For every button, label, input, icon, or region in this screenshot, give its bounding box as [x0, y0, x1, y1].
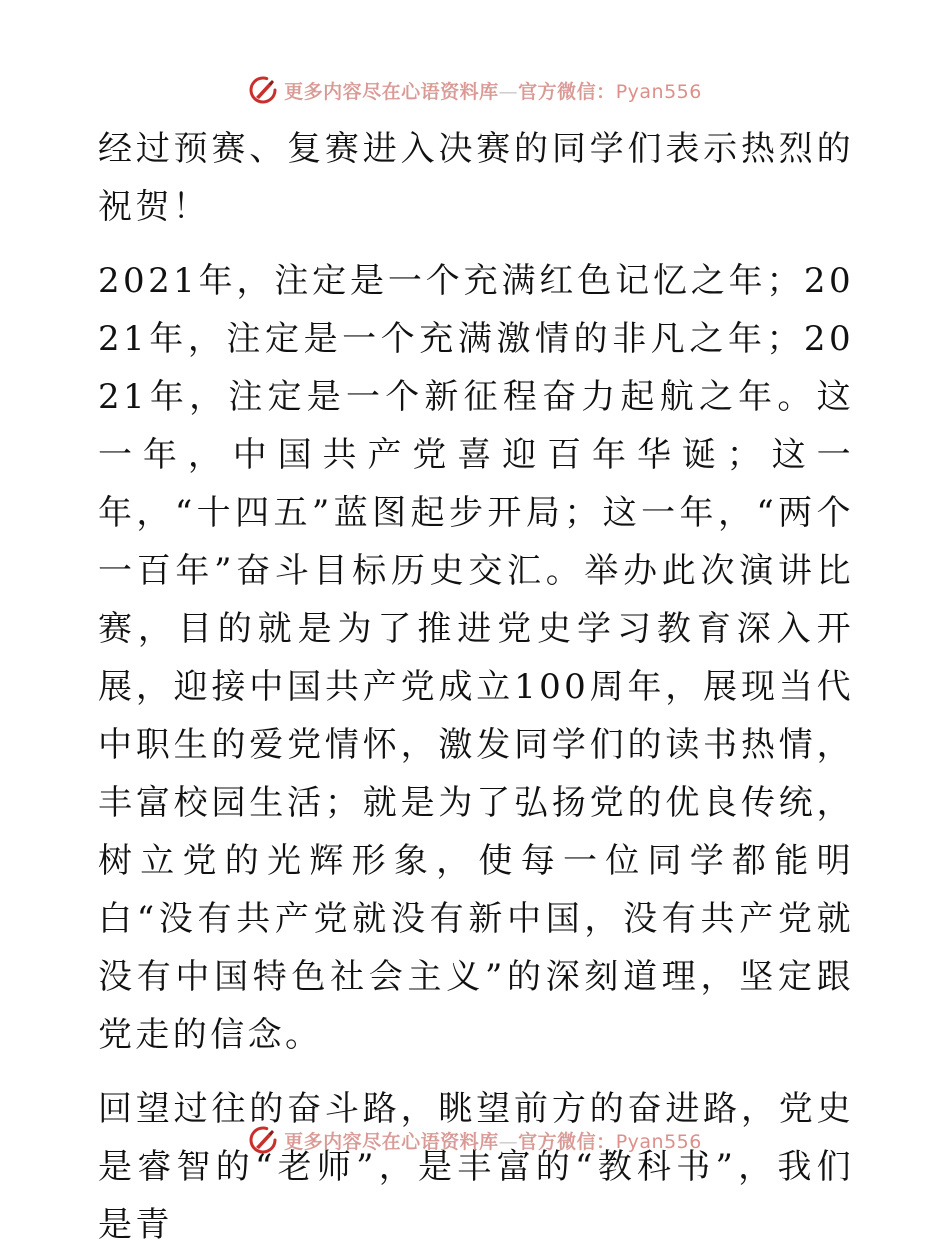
footer-watermark [0, 1120, 950, 1160]
watermark-text: 更多内容尽在心语资料库—官方微信：Pyan556 [284, 80, 702, 103]
brush-seal-icon [248, 1125, 278, 1155]
watermark-text: 更多内容尽在心语资料库—官方微信：Pyan556 [284, 1130, 702, 1153]
paragraph-3: 回望过往的奋斗路，眺望前方的奋进路，党史是睿智的“老师”，是丰富的“教科书”，我们是青 [98, 1089, 854, 1245]
paragraph-1: 经过预赛、复赛进入决赛的同学们表示热烈的祝贺！ [98, 129, 854, 227]
brush-seal-icon [248, 75, 278, 105]
paragraph-2: 2021年，注定是一个充满红色记忆之年；2021年，注定是一个充满激情的非凡之年；2021年，注定是一个新征程奋力起航之年。这一年，中国共产党喜迎百年华诞；这一年，“十四五”蓝图起步开局；这一年，“两个一百年”奋斗目标历史交汇。举办此次演讲比赛，目的就是为了推进党史学习教育深入开展，迎接中国共产党成立100周年，展现当代中职生的爱党情怀，激发同学们的读书热情，丰富校园生活；就是为了弘扬党的优良传统，树立党的光辉形象，使每一位同学都能明白“没有共产党就没有新中国，没有共产党就没有中国特色社会主义”的深刻道理，坚定跟党走的信念。 [98, 261, 854, 1055]
header-watermark [0, 70, 950, 110]
document-body [98, 120, 854, 1254]
